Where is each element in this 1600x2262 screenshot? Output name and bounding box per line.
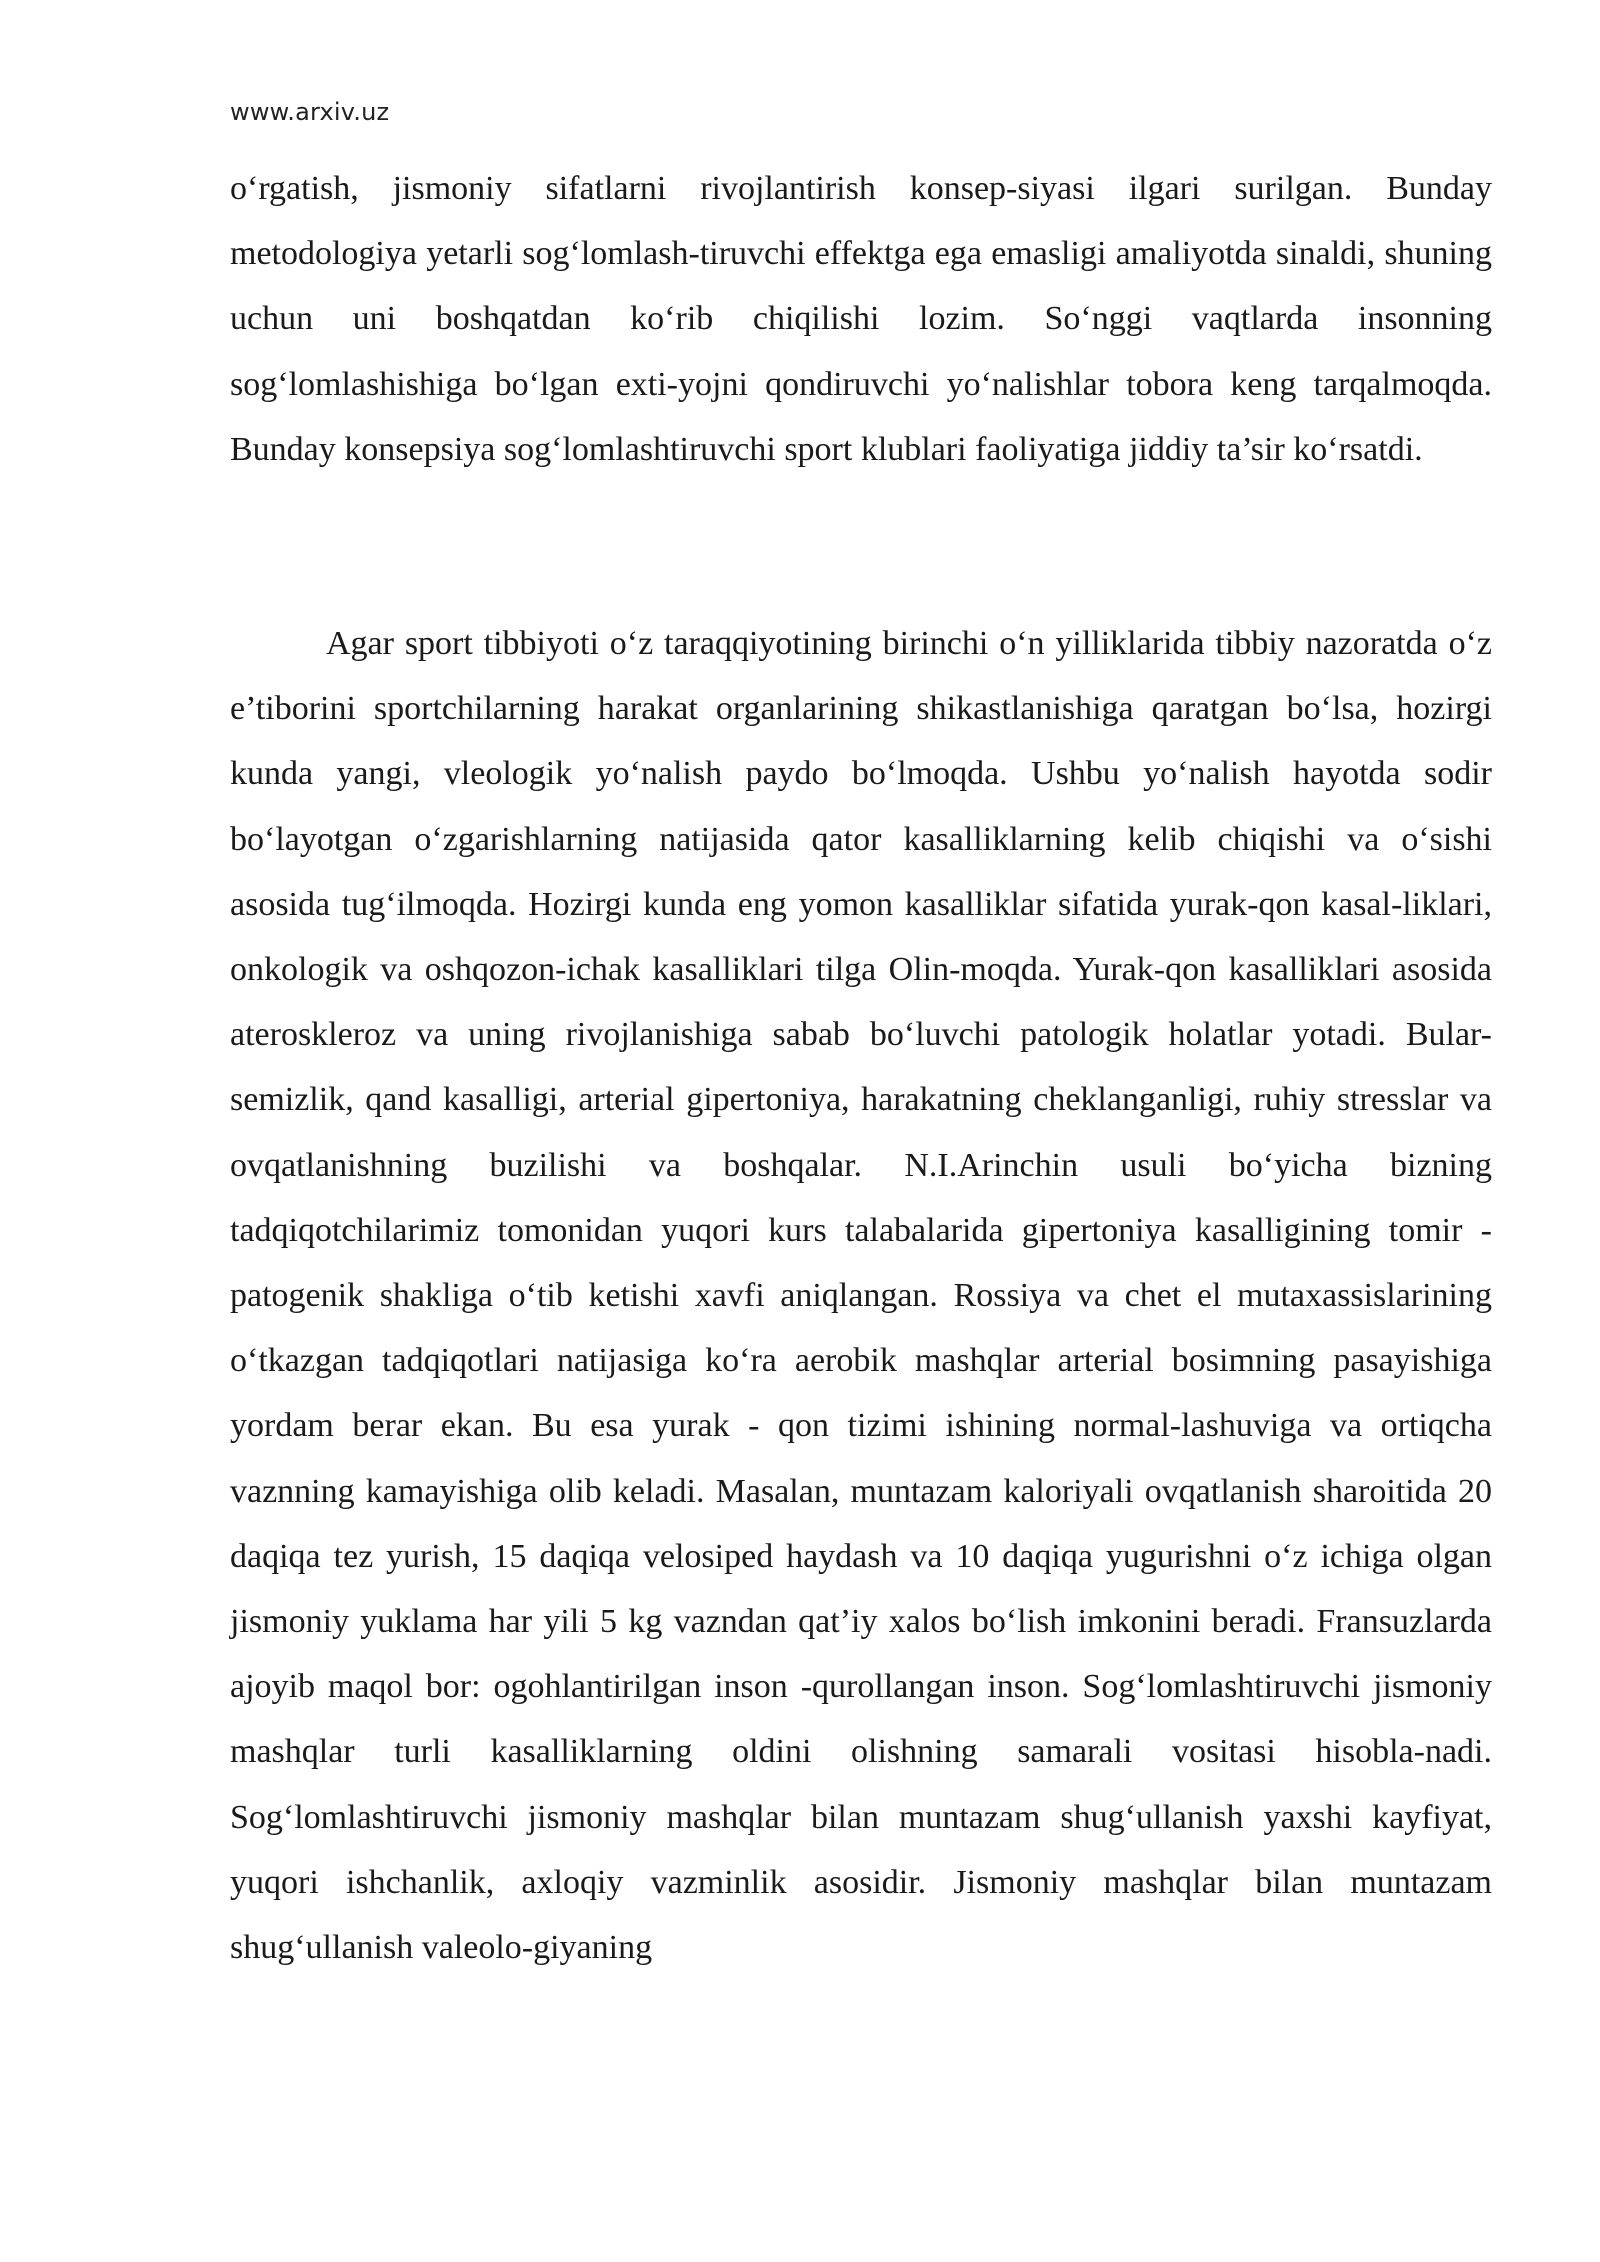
- header-url: www.arxiv.uz: [230, 98, 390, 126]
- paragraph-2: Agar sport tibbiyoti o‘z taraqqiyotining birinchi o‘n yilliklarida tibbiy nazoratda o‘z e’tiborini sportchilarning harakat organlarining shikastlanishiga qaratgan bo‘lsa, hozirgi kunda yangi, vleologik yo‘nalish paydo bo‘lmoqda. Ushbu yo‘nalish hayotda sodir bo‘layotgan o‘zgarishlarning natijasida qator kasalliklarning kelib chiqishi va o‘sishi asosida tug‘ilmoqda. Hozirgi kunda eng yomon kasalliklar sifatida yurak-qon kasal-liklari, onkologik va oshqozon-ichak kasalliklari tilga Olin-moqda. Yurak-qon kasalliklari asosida ateroskleroz va uning rivojlanishiga sabab bo‘luvchi patologik holatlar yotadi. Bular- semizlik, qand kasalligi, arterial gipertoniya, harakatning cheklanganligi, ruhiy stresslar va ovqatlanishning buzilishi va boshqalar. N.I.Arinchin usuli bo‘yicha bizning tadqiqotchilarimiz tomonidan yuqori kurs talabalarida gipertoniya kasalligining tomir - patogenik shakliga o‘tib ketishi xavfi aniqlangan. Rossiya va chet el mutaxassislarining o‘tkazgan tadqiqotlari natijasiga ko‘ra aerobik mashqlar arterial bosimning pasayishiga yordam berar ekan. Bu esa yurak - qon tizimi ishining normal-lashuviga va ortiqcha vaznning kamayishiga olib keladi. Masalan, muntazam kaloriyali ovqatlanish sharoitida 20 daqiqa tez yurish, 15 daqiqa velosiped haydash va 10 daqiqa yugurishni o‘z ichiga olgan jismoniy yuklama har yili 5 kg vazndan qat’iy xalos bo‘lish imkonini beradi. Fransuzlarda ajoyib maqol bor: ogohlantirilgan inson -qurollangan inson. Sog‘lomlashtiruvchi jismoniy mashqlar turli kasalliklarning oldini olishning samarali vositasi hisobla-nadi. Sog‘lomlashtiruvchi jismoniy mashqlar bilan muntazam shug‘ullanish yaxshi kayfiyat, yuqori ishchanlik, axloqiy vazminlik asosidir. Jismoniy mashqlar bilan muntazam shug‘ullanish valeolo-giyaning: [230, 625, 1492, 1967]
- paragraph-1: o‘rgatish, jismoniy sifatlarni rivojlantirish konsep-siyasi ilgari surilgan. Bunday metodologiya yetarli sog‘lomlash-tiruvchi effektga ega emasligi amaliyotda sinaldi, shuning uchun uni boshqatdan ko‘rib chiqilishi lozim. So‘nggi vaqtlarda insonning sog‘lomlashishiga bo‘lgan exti-yojni qondiruvchi yo‘nalishlar tobora keng tarqalmoqda. Bunday konsepsiya sog‘lomlashtiruvchi sport klublari faoliyatiga jiddiy ta’sir ko‘rsatdi.: [230, 170, 1492, 468]
